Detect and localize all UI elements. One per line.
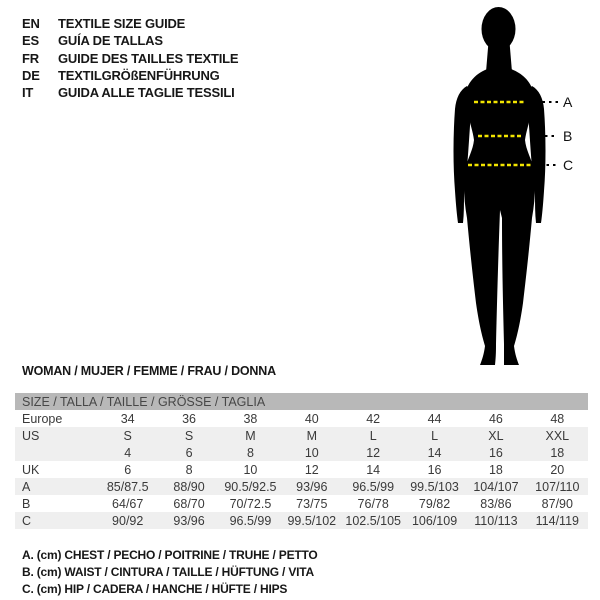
lang-label: TEXTILE SIZE GUIDE bbox=[58, 16, 186, 32]
table-cell: 96.5/99 bbox=[229, 513, 272, 528]
table-cell: 106/109 bbox=[411, 513, 458, 528]
table-cell: M bbox=[306, 428, 318, 443]
table-row bbox=[15, 427, 588, 444]
table-row-label: UK bbox=[22, 462, 40, 477]
table-cell: 90/92 bbox=[112, 513, 144, 528]
table-row-label: Europe bbox=[22, 411, 63, 426]
table-cell: 107/110 bbox=[535, 479, 580, 494]
table-cell: 8 bbox=[246, 445, 254, 460]
table-cell: 64/67 bbox=[112, 496, 144, 511]
table-cell: 10 bbox=[304, 445, 319, 460]
table-row bbox=[15, 410, 588, 427]
table-cell: 87/90 bbox=[541, 496, 573, 511]
table-row-label: A bbox=[22, 479, 31, 494]
table-cell: 8 bbox=[185, 462, 193, 477]
size-table bbox=[15, 393, 588, 529]
table-cell: 34 bbox=[120, 411, 135, 426]
table-cell: 16 bbox=[427, 462, 442, 477]
table-cell: L bbox=[431, 428, 439, 443]
table-cell: 68/70 bbox=[173, 496, 205, 511]
lang-row-it bbox=[22, 84, 238, 101]
lang-label: GUIDA ALLE TAGLIE TESSILI bbox=[58, 85, 235, 101]
table-cell: 12 bbox=[304, 462, 319, 477]
table-cell: 46 bbox=[488, 411, 503, 426]
table-cell: 76/78 bbox=[357, 496, 389, 511]
table-cell: 88/90 bbox=[173, 479, 205, 494]
lang-code: ES bbox=[22, 33, 39, 49]
lang-code: IT bbox=[22, 85, 34, 101]
table-row-label: US bbox=[22, 428, 40, 443]
table-cell: 110/113 bbox=[474, 513, 518, 528]
table-cell: 16 bbox=[488, 445, 503, 460]
measure-label-c: C bbox=[563, 157, 574, 173]
table-cell: S bbox=[123, 428, 132, 443]
size-table-body bbox=[15, 410, 588, 529]
lang-label: TEXTILGRÖßENFÜHRUNG bbox=[58, 68, 220, 84]
table-cell: 40 bbox=[304, 411, 319, 426]
table-cell: 38 bbox=[243, 411, 258, 426]
legend-chest: A. (cm) CHEST / PECHO / POITRINE / TRUHE / PETTO bbox=[22, 547, 318, 562]
table-cell: 104/107 bbox=[473, 479, 519, 494]
table-cell: 114/119 bbox=[535, 513, 579, 528]
table-cell: 12 bbox=[366, 445, 381, 460]
table-cell: 93/96 bbox=[296, 479, 328, 494]
table-cell: 44 bbox=[427, 411, 442, 426]
table-cell: 85/87.5 bbox=[106, 479, 149, 494]
table-cell: 90.5/92.5 bbox=[224, 479, 277, 494]
table-row bbox=[15, 495, 588, 512]
table-cell: M bbox=[245, 428, 256, 443]
legend-hip: C. (cm) HIP / CADERA / HANCHE / HÜFTE / HIPS bbox=[22, 581, 288, 596]
lang-row-de bbox=[22, 67, 238, 84]
table-row-label: C bbox=[22, 513, 32, 528]
table-cell: 73/75 bbox=[296, 496, 328, 511]
section-title: WOMAN / MUJER / FEMME / FRAU / DONNA bbox=[22, 364, 276, 378]
table-cell: 10 bbox=[243, 462, 258, 477]
measure-label-a: A bbox=[563, 94, 573, 110]
measurement-legend bbox=[22, 546, 318, 598]
table-cell: 20 bbox=[550, 462, 565, 477]
table-row bbox=[15, 478, 588, 495]
table-cell: 6 bbox=[185, 445, 193, 460]
table-cell: 79/82 bbox=[418, 496, 451, 511]
table-cell: 83/86 bbox=[480, 496, 512, 511]
lang-row-es bbox=[22, 32, 238, 49]
table-cell: 48 bbox=[550, 411, 565, 426]
table-cell: 4 bbox=[124, 445, 132, 460]
table-cell: XL bbox=[488, 428, 504, 443]
table-cell: L bbox=[369, 428, 377, 443]
legend-waist: B. (cm) WAIST / CINTURA / TAILLE / HÜFTUNG / VITA bbox=[22, 564, 314, 579]
woman-silhouette-figure bbox=[446, 6, 600, 368]
table-row-label: B bbox=[22, 496, 31, 511]
table-cell: 18 bbox=[488, 462, 503, 477]
lang-label: GUÍA DE TALLAS bbox=[58, 33, 163, 49]
table-cell: 93/96 bbox=[173, 513, 205, 528]
table-row bbox=[15, 512, 588, 529]
table-cell: 96.5/99 bbox=[352, 479, 395, 494]
table-cell: S bbox=[184, 428, 194, 443]
lang-code: FR bbox=[22, 50, 39, 66]
woman-silhouette bbox=[454, 7, 546, 365]
table-cell: 14 bbox=[366, 462, 381, 477]
table-row bbox=[15, 444, 588, 461]
table-cell: 18 bbox=[550, 445, 565, 460]
table-cell: 6 bbox=[124, 462, 132, 477]
lang-code: DE bbox=[22, 68, 40, 84]
lang-code: EN bbox=[22, 16, 40, 32]
table-cell: XXL bbox=[545, 428, 570, 443]
table-cell: 36 bbox=[182, 411, 197, 426]
table-cell: 102.5/105 bbox=[345, 513, 401, 528]
table-row bbox=[15, 461, 588, 478]
table-cell: 99.5/103 bbox=[410, 479, 459, 494]
table-cell: 42 bbox=[366, 411, 381, 426]
lang-row-fr bbox=[22, 50, 238, 67]
table-cell: 14 bbox=[427, 445, 442, 460]
table-cell: 99.5/102 bbox=[287, 513, 337, 528]
lang-row-en bbox=[22, 15, 238, 32]
silhouette-torso-legs bbox=[464, 66, 535, 365]
lang-label: GUIDE DES TAILLES TEXTILE bbox=[58, 50, 239, 66]
table-cell: 70/72.5 bbox=[229, 496, 272, 511]
measure-label-b: B bbox=[563, 128, 573, 144]
size-table-header: SIZE / TALLA / TAILLE / GRÖSSE / TAGLIA bbox=[15, 393, 588, 410]
language-title-block bbox=[22, 15, 238, 101]
